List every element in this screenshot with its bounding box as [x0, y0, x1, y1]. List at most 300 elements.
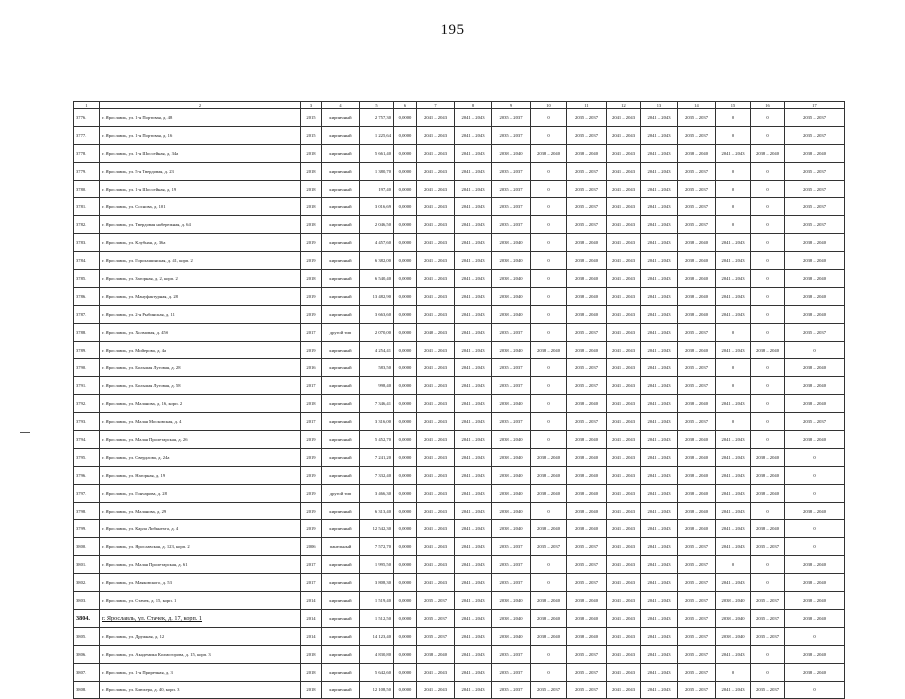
- header-cell: 4: [322, 102, 360, 109]
- table-cell: 0,0000: [394, 216, 417, 234]
- table-cell: 0: [716, 663, 751, 681]
- table-cell: 2017: [301, 323, 322, 341]
- row-number-cell: 3802.: [74, 574, 100, 592]
- table-cell: 2041 – 2043: [417, 126, 455, 144]
- table-cell: 2041 – 2043: [607, 466, 641, 484]
- table-cell: 0: [751, 556, 785, 574]
- table-cell: 2041 – 2043: [607, 109, 641, 127]
- table-cell: 0,0000: [394, 252, 417, 270]
- table-cell: 2019: [301, 466, 322, 484]
- area-cell: 3 016,69: [360, 198, 394, 216]
- table-cell: кирпичный: [322, 466, 360, 484]
- row-number-cell: 3785.: [74, 270, 100, 288]
- table-cell: 0,0000: [394, 377, 417, 395]
- table-cell: 2041 – 2043: [417, 484, 455, 502]
- table-cell: 2041 – 2043: [455, 431, 492, 449]
- address-cell: г. Ярославль, ул. 1-я Приречная, д. 3: [100, 663, 301, 681]
- table-cell: 2035 – 2037: [531, 538, 567, 556]
- table-cell: 0: [531, 359, 567, 377]
- table-cell: 2015: [301, 109, 322, 127]
- table-cell: 0: [751, 270, 785, 288]
- table-cell: 2038 – 2040: [567, 502, 607, 520]
- table-cell: 2018: [301, 663, 322, 681]
- table-cell: 2019: [301, 520, 322, 538]
- table-cell: 2035 – 2037: [678, 681, 716, 699]
- table-cell: кирпичный: [322, 162, 360, 180]
- table-cell: 2038 – 2040: [678, 144, 716, 162]
- table-cell: 2041 – 2043: [455, 466, 492, 484]
- table-cell: 0,0000: [394, 627, 417, 645]
- table-cell: 2041 – 2043: [607, 341, 641, 359]
- table-cell: 2038 – 2040: [567, 431, 607, 449]
- table-cell: 2038 – 2040: [492, 287, 531, 305]
- table-cell: 2041 – 2043: [716, 520, 751, 538]
- table-cell: 2038 – 2040: [751, 466, 785, 484]
- header-cell: 8: [455, 102, 492, 109]
- table-cell: 0: [531, 663, 567, 681]
- table-cell: кирпичный: [322, 663, 360, 681]
- table-cell: 0: [531, 556, 567, 574]
- table-cell: 2041 – 2043: [417, 180, 455, 198]
- table-cell: 2041 – 2043: [716, 645, 751, 663]
- table-row: [74, 341, 845, 359]
- table-cell: 2041 – 2043: [455, 109, 492, 127]
- table-cell: 2035 – 2037: [567, 645, 607, 663]
- table-cell: 0,0000: [394, 413, 417, 431]
- row-number-cell: 3777.: [74, 126, 100, 144]
- table-cell: 2035 – 2037: [751, 609, 785, 627]
- table-cell: 0: [716, 109, 751, 127]
- header-cell: 5: [360, 102, 394, 109]
- area-cell: 3 316,00: [360, 413, 394, 431]
- table-cell: 0: [531, 377, 567, 395]
- table-cell: 2035 – 2037: [417, 609, 455, 627]
- table-cell: 2041 – 2043: [641, 216, 678, 234]
- table-cell: 2041 – 2043: [417, 216, 455, 234]
- address-cell: г. Ярославль, ул. Мойерова, д. 4а: [100, 341, 301, 359]
- table-cell: 2038 – 2040: [492, 627, 531, 645]
- table-cell: 2035 – 2037: [492, 645, 531, 663]
- header-row: [74, 102, 845, 109]
- table-cell: 2038 – 2040: [492, 502, 531, 520]
- table-cell: 2041 – 2043: [455, 377, 492, 395]
- table-row: [74, 162, 845, 180]
- table-cell: 0: [785, 520, 845, 538]
- table-cell: 2038 – 2040: [567, 395, 607, 413]
- table-cell: 0: [716, 126, 751, 144]
- area-cell: 998,40: [360, 377, 394, 395]
- table-cell: 2041 – 2043: [417, 448, 455, 466]
- row-number-cell: 3806.: [74, 645, 100, 663]
- table-cell: 2038 – 2040: [785, 252, 845, 270]
- table-cell: 2041 – 2043: [641, 323, 678, 341]
- table-cell: кирпичный: [322, 520, 360, 538]
- table-cell: 2038 – 2040: [785, 234, 845, 252]
- table-cell: 2041 – 2043: [716, 270, 751, 288]
- table-cell: 2038 – 2040: [785, 556, 845, 574]
- table-cell: 2041 – 2043: [455, 663, 492, 681]
- area-cell: 3 808,30: [360, 574, 394, 592]
- table-cell: 2041 – 2043: [607, 431, 641, 449]
- table-row: [74, 270, 845, 288]
- table-cell: 2041 – 2043: [417, 574, 455, 592]
- table-cell: кирпичный: [322, 109, 360, 127]
- table-cell: 2041 – 2043: [641, 377, 678, 395]
- table-cell: 0: [531, 216, 567, 234]
- table-cell: 2041 – 2043: [716, 252, 751, 270]
- table-cell: 0,0000: [394, 466, 417, 484]
- table-cell: 0: [531, 645, 567, 663]
- table-row: [74, 126, 845, 144]
- table-cell: 2038 – 2040: [678, 520, 716, 538]
- table-cell: 2035 – 2037: [751, 627, 785, 645]
- table-cell: 2038 – 2040: [567, 592, 607, 610]
- table-cell: 2041 – 2043: [455, 198, 492, 216]
- table-cell: 2038 – 2040: [531, 448, 567, 466]
- table-cell: 2041 – 2043: [607, 305, 641, 323]
- area-cell: 14 123,40: [360, 627, 394, 645]
- schedule-table-wrapper: [73, 101, 844, 699]
- address-cell: г. Ярославль, ул. 1-я Портовая, д. 16: [100, 126, 301, 144]
- table-cell: 0: [531, 413, 567, 431]
- address-cell: г. Ярославль, ул. Академика Колмогорова, д. 15, корп. 3: [100, 645, 301, 663]
- table-cell: 2035 – 2037: [678, 198, 716, 216]
- row-number-cell: 3796.: [74, 466, 100, 484]
- table-cell: 0,0000: [394, 663, 417, 681]
- table-cell: 2019: [301, 502, 322, 520]
- table-row: [74, 359, 845, 377]
- table-cell: 2035 – 2037: [678, 216, 716, 234]
- area-cell: 7 241,20: [360, 448, 394, 466]
- table-cell: 2041 – 2043: [455, 287, 492, 305]
- table-cell: 2041 – 2043: [641, 556, 678, 574]
- table-cell: 2041 – 2043: [417, 252, 455, 270]
- area-cell: 2 046,50: [360, 216, 394, 234]
- table-cell: 2035 – 2037: [567, 681, 607, 699]
- table-cell: 2035 – 2037: [567, 663, 607, 681]
- table-cell: 2041 – 2043: [455, 216, 492, 234]
- header-cell: 14: [678, 102, 716, 109]
- table-cell: 2041 – 2043: [455, 126, 492, 144]
- row-number-cell: 3784.: [74, 252, 100, 270]
- table-cell: 2041 – 2043: [455, 556, 492, 574]
- header-cell: 10: [531, 102, 567, 109]
- table-cell: 2041 – 2043: [417, 377, 455, 395]
- table-cell: 2041 – 2043: [607, 198, 641, 216]
- table-cell: 0,0000: [394, 323, 417, 341]
- table-cell: 2038 – 2040: [785, 377, 845, 395]
- row-number-cell: 3805.: [74, 627, 100, 645]
- table-cell: 0: [751, 377, 785, 395]
- table-cell: 0,0000: [394, 574, 417, 592]
- table-cell: 2038 – 2040: [531, 609, 567, 627]
- table-cell: 2041 – 2043: [641, 466, 678, 484]
- table-cell: 2038 – 2040: [567, 627, 607, 645]
- table-cell: 2038 – 2040: [492, 484, 531, 502]
- address-cell: г. Ярославль, ул. Маланова, д. 16, корп. 2: [100, 395, 301, 413]
- table-cell: 2035 – 2037: [492, 109, 531, 127]
- row-number-cell: 3808.: [74, 681, 100, 699]
- table-cell: 2041 – 2043: [455, 270, 492, 288]
- table-cell: 2019: [301, 252, 322, 270]
- table-cell: 2035 – 2037: [567, 216, 607, 234]
- table-cell: 2035 – 2037: [678, 574, 716, 592]
- row-number-cell: 3794.: [74, 431, 100, 449]
- header-cell: 13: [641, 102, 678, 109]
- table-cell: 2041 – 2043: [641, 395, 678, 413]
- row-number-cell: 3803.: [74, 592, 100, 610]
- area-cell: 4 830,80: [360, 645, 394, 663]
- table-row: [74, 323, 845, 341]
- table-cell: кирпичный: [322, 198, 360, 216]
- row-number-cell: 3804.: [74, 609, 100, 627]
- table-cell: 2041 – 2043: [641, 126, 678, 144]
- address-cell: г. Ярославль, ул. Малая Московская, д. 4: [100, 413, 301, 431]
- table-cell: кирпичный: [322, 627, 360, 645]
- table-cell: 2041 – 2043: [607, 413, 641, 431]
- table-cell: 2041 – 2043: [455, 305, 492, 323]
- table-cell: 2041 – 2043: [417, 520, 455, 538]
- table-cell: 2041 – 2043: [607, 609, 641, 627]
- table-cell: 2041 – 2043: [607, 180, 641, 198]
- row-number-cell: 3779.: [74, 162, 100, 180]
- schedule-table: [73, 101, 845, 699]
- table-row: [74, 466, 845, 484]
- row-number-cell: 3782.: [74, 216, 100, 234]
- row-number-cell: 3793.: [74, 413, 100, 431]
- table-cell: 0,0000: [394, 270, 417, 288]
- table-cell: 0: [751, 502, 785, 520]
- table-cell: 2038 – 2040: [567, 234, 607, 252]
- table-cell: 2038 – 2040: [785, 305, 845, 323]
- table-cell: 2035 – 2037: [567, 556, 607, 574]
- table-cell: 0: [716, 323, 751, 341]
- table-cell: 2035 – 2037: [567, 538, 607, 556]
- table-cell: 2038 – 2040: [678, 252, 716, 270]
- table-cell: 2041 – 2043: [716, 287, 751, 305]
- table-cell: 2038 – 2040: [492, 252, 531, 270]
- table-cell: 0,0000: [394, 592, 417, 610]
- page-number: 195: [440, 22, 465, 38]
- table-cell: 2038 – 2040: [678, 448, 716, 466]
- table-cell: 2041 – 2043: [607, 234, 641, 252]
- table-cell: 2041 – 2043: [716, 466, 751, 484]
- table-row: [74, 574, 845, 592]
- table-cell: 0: [531, 234, 567, 252]
- table-cell: 0: [785, 484, 845, 502]
- table-cell: 2041 – 2043: [641, 681, 678, 699]
- table-cell: 2035 – 2037: [678, 538, 716, 556]
- table-cell: 2041 – 2043: [417, 359, 455, 377]
- table-cell: 0: [751, 574, 785, 592]
- address-cell: г. Ярославль, ул. Маланова, д. 29: [100, 502, 301, 520]
- table-cell: 2038 – 2040: [531, 520, 567, 538]
- table-cell: 2038 – 2040: [785, 287, 845, 305]
- table-cell: 0,0000: [394, 126, 417, 144]
- table-cell: 0: [751, 162, 785, 180]
- table-cell: кирпичный: [322, 359, 360, 377]
- table-cell: 2041 – 2043: [607, 538, 641, 556]
- table-cell: 2041 – 2043: [641, 413, 678, 431]
- row-number-cell: 3789.: [74, 341, 100, 359]
- table-cell: 2038 – 2040: [751, 144, 785, 162]
- table-cell: 2038 – 2040: [678, 287, 716, 305]
- table-cell: 2041 – 2043: [417, 341, 455, 359]
- area-cell: 5 661,40: [360, 144, 394, 162]
- table-cell: другой тип: [322, 484, 360, 502]
- margin-mark: [20, 432, 30, 433]
- table-cell: 2041 – 2043: [417, 681, 455, 699]
- table-cell: 2041 – 2043: [641, 627, 678, 645]
- table-row: [74, 234, 845, 252]
- header-cell: 17: [785, 102, 845, 109]
- table-cell: 0: [751, 287, 785, 305]
- row-number-cell: 3791.: [74, 377, 100, 395]
- table-cell: 0: [751, 431, 785, 449]
- table-cell: 2035 – 2037: [567, 180, 607, 198]
- table-cell: 2041 – 2043: [607, 681, 641, 699]
- row-number-cell: 3798.: [74, 502, 100, 520]
- table-cell: 2038 – 2040: [492, 592, 531, 610]
- table-cell: 2041 – 2043: [417, 144, 455, 162]
- table-cell: 2041 – 2043: [641, 663, 678, 681]
- table-cell: 2041 – 2043: [607, 270, 641, 288]
- table-cell: 2041 – 2043: [455, 538, 492, 556]
- address-cell: г. Ярославль, ул. Ярославская, д. 123, корп. 2: [100, 538, 301, 556]
- table-cell: 0: [751, 234, 785, 252]
- table-cell: 0: [751, 323, 785, 341]
- table-cell: 2035 – 2037: [567, 377, 607, 395]
- table-cell: 2041 – 2043: [641, 592, 678, 610]
- row-number-cell: 3799.: [74, 520, 100, 538]
- table-cell: 2041 – 2043: [607, 287, 641, 305]
- table-cell: 2019: [301, 305, 322, 323]
- table-cell: 2035 – 2037: [785, 216, 845, 234]
- table-cell: 0,0000: [394, 144, 417, 162]
- table-cell: 2041 – 2043: [607, 216, 641, 234]
- table-cell: 2038 – 2040: [785, 609, 845, 627]
- table-cell: 2041 – 2043: [417, 234, 455, 252]
- table-cell: 0: [531, 323, 567, 341]
- area-cell: 1 995,50: [360, 556, 394, 574]
- row-number-cell: 3807.: [74, 663, 100, 681]
- table-cell: 0: [716, 556, 751, 574]
- table-cell: 2018: [301, 270, 322, 288]
- table-cell: 2014: [301, 609, 322, 627]
- table-cell: 2041 – 2043: [607, 484, 641, 502]
- table-cell: 2019: [301, 484, 322, 502]
- address-cell: г. Ярославль, ул. 1-я Шоссейная, д. 19: [100, 180, 301, 198]
- table-cell: 2038 – 2040: [716, 627, 751, 645]
- address-cell: г. Ярославль, ул. 1-я Шоссейная, д. 34а: [100, 144, 301, 162]
- table-cell: 2041 – 2043: [455, 520, 492, 538]
- table-cell: 0: [531, 270, 567, 288]
- table-cell: 2035 – 2037: [678, 592, 716, 610]
- table-row: [74, 502, 845, 520]
- table-cell: 0: [531, 305, 567, 323]
- table-cell: кирпичный: [322, 609, 360, 627]
- table-row: [74, 413, 845, 431]
- table-cell: 2035 – 2037: [492, 216, 531, 234]
- table-cell: 2038 – 2040: [751, 341, 785, 359]
- header-cell: 15: [716, 102, 751, 109]
- table-cell: 2035 – 2037: [567, 574, 607, 592]
- table-cell: 0: [531, 162, 567, 180]
- table-cell: 2041 – 2043: [641, 270, 678, 288]
- table-cell: 2035 – 2037: [567, 162, 607, 180]
- area-cell: 2 757,30: [360, 109, 394, 127]
- table-cell: 2035 – 2037: [678, 359, 716, 377]
- table-cell: 0: [785, 341, 845, 359]
- header-cell: 16: [751, 102, 785, 109]
- table-cell: 2041 – 2043: [417, 270, 455, 288]
- table-cell: 2038 – 2040: [785, 431, 845, 449]
- table-cell: 2041 – 2043: [641, 180, 678, 198]
- table-cell: 2041 – 2043: [455, 448, 492, 466]
- table-cell: 2038 – 2040: [678, 341, 716, 359]
- table-cell: кирпичный: [322, 431, 360, 449]
- table-cell: 2041 – 2043: [417, 287, 455, 305]
- table-row: [74, 144, 845, 162]
- table-row: [74, 377, 845, 395]
- table-cell: 0,0000: [394, 359, 417, 377]
- table-cell: 2038 – 2040: [492, 234, 531, 252]
- table-cell: 2038 – 2040: [751, 448, 785, 466]
- table-cell: 2035 – 2037: [492, 413, 531, 431]
- table-cell: 2038 – 2040: [567, 287, 607, 305]
- table-cell: 2041 – 2043: [455, 144, 492, 162]
- table-cell: 2041 – 2043: [417, 556, 455, 574]
- header-cell: 7: [417, 102, 455, 109]
- table-cell: 2035 – 2037: [567, 126, 607, 144]
- table-cell: 2038 – 2040: [531, 466, 567, 484]
- header-cell: 6: [394, 102, 417, 109]
- table-cell: 2018: [301, 180, 322, 198]
- area-cell: 2 070,00: [360, 323, 394, 341]
- table-cell: 2041 – 2043: [455, 592, 492, 610]
- table-cell: 2041 – 2043: [455, 645, 492, 663]
- address-cell: г. Ярославль, ул. Дружная, д. 12: [100, 627, 301, 645]
- area-cell: 5 642,60: [360, 663, 394, 681]
- table-cell: 2035 – 2037: [492, 359, 531, 377]
- table-cell: 2038 – 2040: [785, 502, 845, 520]
- table-cell: 2035 – 2037: [567, 109, 607, 127]
- table-cell: 2038 – 2040: [716, 592, 751, 610]
- table-cell: 2035 – 2037: [417, 592, 455, 610]
- table-cell: 2041 – 2043: [716, 305, 751, 323]
- table-cell: 2041 – 2043: [607, 323, 641, 341]
- table-cell: 0: [531, 502, 567, 520]
- table-cell: 2041 – 2043: [607, 252, 641, 270]
- table-cell: 2038 – 2040: [531, 484, 567, 502]
- address-cell: г. Ярославль, ул. Малая Пролетарская, д. 61: [100, 556, 301, 574]
- table-cell: 2019: [301, 341, 322, 359]
- table-cell: 2041 – 2043: [607, 162, 641, 180]
- table-cell: 0: [751, 663, 785, 681]
- table-cell: 0: [751, 359, 785, 377]
- table-cell: 0: [716, 162, 751, 180]
- table-cell: 2041 – 2043: [417, 109, 455, 127]
- table-cell: 2016: [301, 359, 322, 377]
- table-cell: 2017: [301, 413, 322, 431]
- table-cell: 0: [751, 305, 785, 323]
- table-cell: 2038 – 2040: [567, 270, 607, 288]
- table-cell: 2041 – 2043: [716, 502, 751, 520]
- address-cell: г. Ярославль, ул. Стачек, д. 17, корп. 1: [100, 609, 301, 627]
- table-cell: 2041 – 2043: [417, 466, 455, 484]
- table-cell: 2018: [301, 645, 322, 663]
- table-row: [74, 448, 845, 466]
